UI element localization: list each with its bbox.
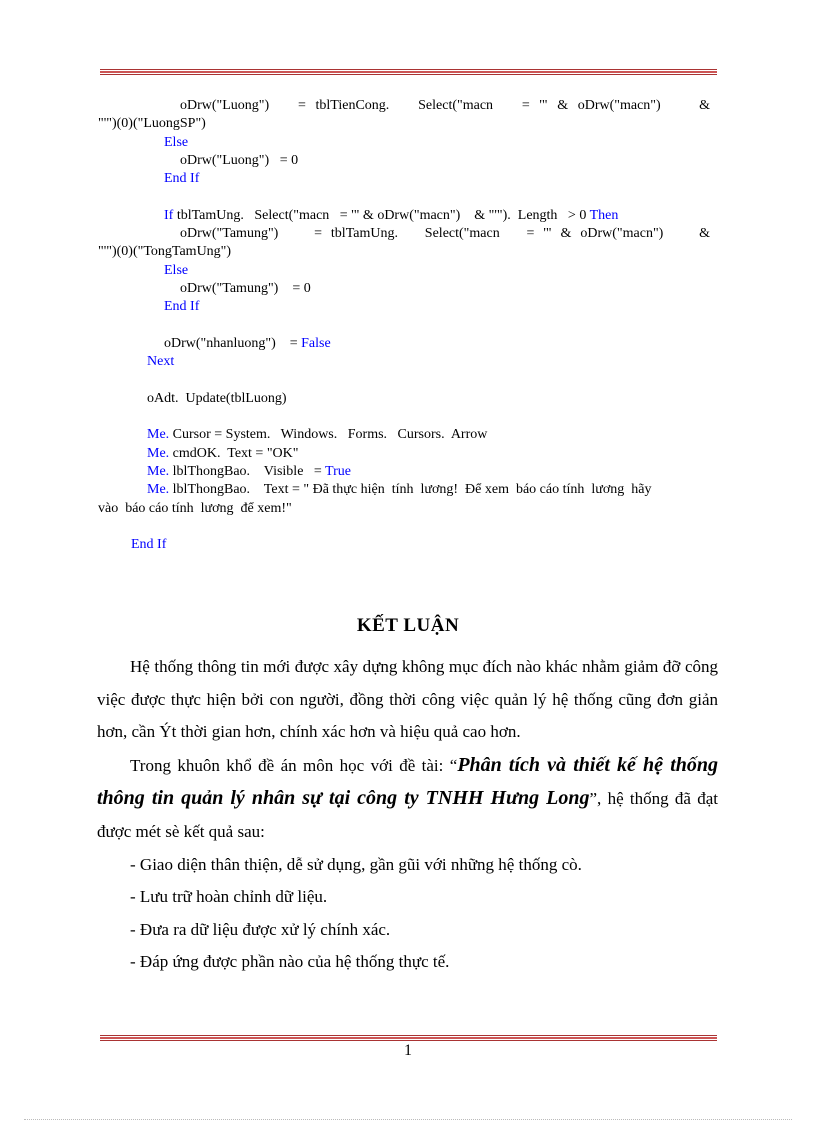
paragraph-text: ”, hệ thống đã đạt được mét sè kết quả sau:	[97, 789, 718, 841]
page-edge-dotted-line	[24, 1119, 792, 1120]
code-line: End If	[131, 537, 167, 553]
keyword: Me.	[147, 427, 170, 443]
project-title: Phân tích và thiết kế hệ thống thông tin quản lý nhân sự tại công ty TNHH Hưng Long	[97, 753, 718, 810]
code-line	[98, 426, 710, 444]
page-number: 1	[404, 1042, 412, 1059]
paragraph	[97, 749, 718, 849]
list-item: - Lưu trữ hoàn chỉnh dữ liệu.	[130, 887, 328, 907]
code-text: lblThongBao. Text = " Đã thực hiện tính lương! Để xem báo cáo tính lương hãy	[169, 482, 652, 498]
paragraph: Hệ thống thông tin mới được xây dựng không mục đích nào khác nhằm giảm đỡ công việc được thực hiện bởi con người, đồng thời công việc quản lý hệ thống cũng đơn giản hơn, cần Ýt thời gian hơn, chính xác hơn và hiệu quả cao hơn.	[97, 657, 718, 742]
code-blank-line	[98, 371, 710, 389]
code-text: cmdOK. Text = "OK"	[169, 445, 299, 461]
keyword: Me.	[147, 463, 170, 479]
code-line: "'")(0)("TongTamUng")	[98, 244, 232, 260]
code-line	[98, 445, 710, 463]
code-line: oDrw("Tamung") = tblTamUng. Select("macn = '" & oDrw("macn") &	[180, 226, 710, 242]
paragraph-text: Trong khuôn khổ đề án môn học với đề tài: “	[130, 755, 458, 775]
keyword: Me.	[147, 482, 170, 498]
code-line: oAdt. Update(tblLuong)	[147, 390, 287, 406]
code-line: Else	[164, 262, 189, 278]
code-text: oDrw("nhanluong") =	[164, 335, 302, 351]
keyword: False	[301, 335, 331, 351]
code-line: "'")(0)("LuongSP")	[98, 116, 206, 132]
code-line: Else	[164, 134, 189, 150]
code-blank-line	[98, 518, 710, 536]
code-listing	[98, 97, 710, 554]
keyword: True	[325, 463, 351, 479]
list-item: - Đưa ra dữ liệu được xử lý chính xác.	[130, 919, 391, 939]
code-line: Next	[147, 354, 175, 370]
code-line	[98, 207, 710, 225]
code-text: lblThongBao. Visible =	[169, 463, 326, 479]
keyword: Then	[589, 207, 619, 223]
code-line	[98, 463, 710, 481]
code-line: vào báo cáo tính lương để xem!"	[98, 500, 292, 516]
code-text: tblTamUng. Select("macn = '" & oDrw("macn") & "'"). Length > 0	[173, 207, 590, 223]
code-blank-line	[98, 188, 710, 206]
keyword: Me.	[147, 445, 170, 461]
list-item: - Giao diện thân thiện, dễ sử dụng, gần gũi với những hệ thống cò.	[130, 854, 582, 874]
code-blank-line	[98, 408, 710, 426]
code-line	[98, 335, 710, 353]
conclusion-body	[97, 651, 718, 979]
section-title: KẾT LUẬN	[356, 615, 460, 636]
result-list	[97, 849, 718, 979]
code-line: oDrw("Luong") = tblTienCong. Select("macn = '" & oDrw("macn") &	[180, 98, 710, 113]
code-text: Cursor = System. Windows. Forms. Cursors. Arrow	[169, 427, 488, 443]
code-blank-line	[98, 317, 710, 335]
keyword: If	[164, 207, 174, 223]
code-line: End If	[164, 171, 200, 187]
header-rule	[100, 69, 717, 75]
list-item: - Đáp ứng được phần nào của hệ thống thực tế.	[130, 952, 450, 972]
code-line	[98, 481, 710, 499]
footer-rule	[100, 1035, 717, 1041]
code-line: oDrw("Luong") = 0	[180, 152, 299, 168]
code-line: oDrw("Tamung") = 0	[180, 280, 311, 296]
code-line: End If	[164, 299, 200, 315]
